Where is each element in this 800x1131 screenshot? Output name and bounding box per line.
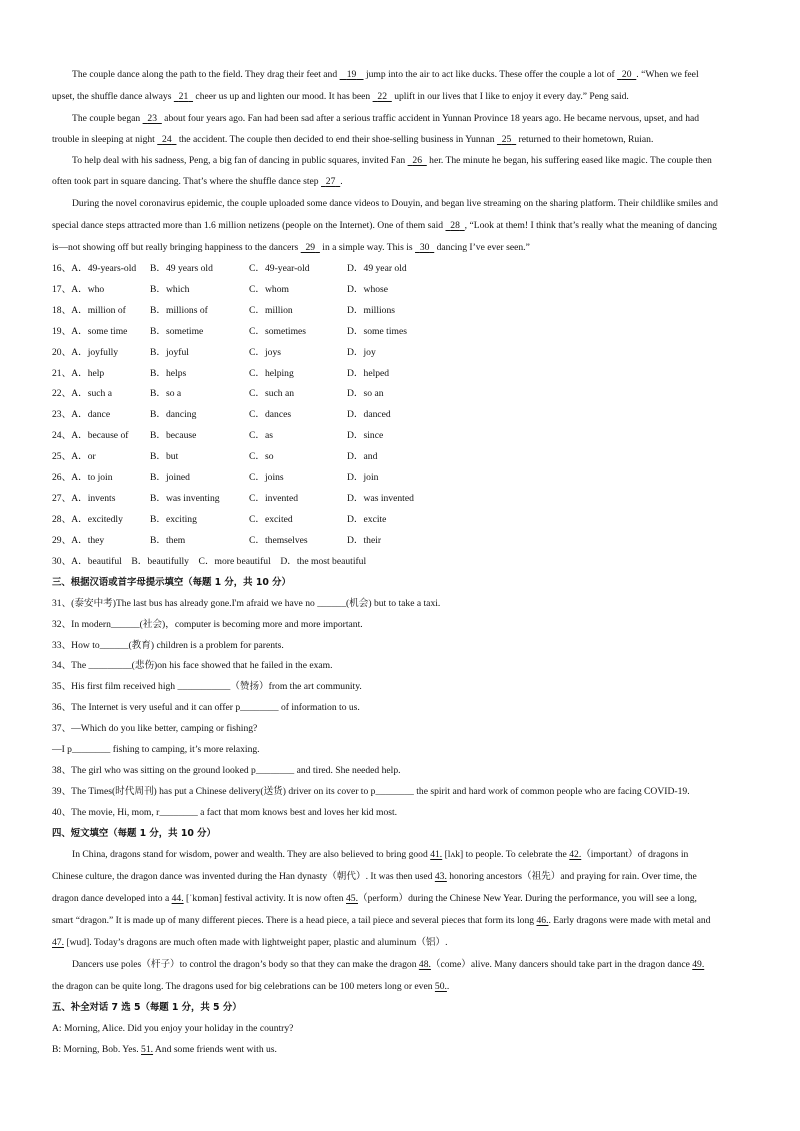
blank-44: 44. (171, 893, 184, 904)
question-number: 18、 (52, 304, 72, 316)
blank-29: 29 (305, 242, 316, 253)
option-c: C．so (249, 451, 274, 463)
question-35: 35、His first film received high ___________（赞扬）from the art community. (52, 681, 362, 692)
blank-19: 19 (346, 69, 357, 80)
option-c: C．themselves (249, 534, 308, 546)
blank-26: 26 (412, 155, 422, 166)
option-d: D．millions (347, 304, 395, 316)
option-a (52, 325, 127, 338)
blank-23: 23 (147, 113, 157, 124)
passage-line: special dance steps attracted more than 1.6 million netizens (people on the Internet). One of them said 28 , “Look at them! I think that’s really what the meaning of dancing (52, 220, 717, 231)
option-a-text: A．invents (71, 492, 116, 504)
blank-41: 41. (430, 849, 443, 860)
blank-47: 47. (52, 937, 64, 948)
option-c: C．49-year-old (249, 263, 310, 274)
option-c: C．dances (249, 409, 292, 421)
option-a-text: A．help (71, 367, 105, 379)
option-a-text: A．dance (71, 409, 111, 421)
option-b: B．them (150, 534, 186, 546)
blank-46: 46. (536, 915, 549, 926)
option-a-text: A．such a (71, 388, 112, 400)
question-number: 17、 (52, 283, 72, 295)
question-number: 23、 (52, 409, 72, 421)
option-d: D．some times (347, 325, 407, 337)
option-c: C．excited (249, 513, 293, 525)
question-number: 19、 (52, 325, 72, 337)
blank-45: 45. (346, 893, 358, 904)
option-a (52, 492, 115, 505)
question-number: 24、 (52, 430, 72, 442)
question-32: 32、In modern______(社会)，computer is becoming more and more important. (52, 619, 363, 630)
blank-30: 30 (419, 242, 430, 253)
passage-line: Chinese culture, the dragon dance was invented during the Han dynasty（朝代）. It was then used 43. honoring ancestors（祖先）and praying for rain. Over time, the (52, 871, 697, 882)
option-d: D．was invented (347, 492, 414, 504)
question-number: 27、 (52, 492, 72, 504)
option-a-text: A．joyfully (71, 346, 119, 358)
blank-42: 42. (569, 849, 582, 860)
option-c: C．as (249, 430, 273, 442)
passage-line: To help deal with his sadness, Peng, a big fan of dancing in public squares, invited Fan 26 her. The minute he began, his suffering eased like magic. The couple then (72, 155, 712, 166)
question-number: 25、 (52, 451, 72, 463)
option-a (52, 387, 112, 400)
option-a (52, 513, 123, 526)
passage-line: is—not showing off but really bringing happiness to the dancers 29 in a simple way. This is 30 dancing I’ve ever seen.” (52, 242, 530, 253)
option-a (52, 283, 104, 296)
option-b: B．but (150, 451, 179, 463)
option-a (52, 429, 128, 442)
dialogue-line: A: Morning, Alice. Did you enjoy your holiday in the country? (52, 1023, 294, 1034)
option-c: C．whom (249, 283, 289, 295)
blank-43: 43. (434, 871, 447, 882)
question-number: 28、 (52, 513, 72, 525)
question-40: 40、The movie, Hi, mom, r________ a fact that mom knows best and loves her kid most. (52, 807, 398, 818)
option-d: D．joy (347, 346, 376, 358)
passage-line: dragon dance developed into a 44. [ˈkɒmən] festival activity. It is now often 45.（perform）during the Chinese New Year. During the performance, you will see a long, (52, 893, 697, 904)
blank-51: 51. (141, 1044, 154, 1055)
question-30-options: 30、A．beautiful B．beautifully C．more beautiful D．the most beautiful (52, 556, 367, 567)
option-a (52, 367, 104, 380)
option-b: B．joyful (150, 346, 189, 358)
passage-line: smart “dragon.” It is made up of many different pieces. There is a head piece, a tail piece and several pieces that form its long 46.. Early dragons were made with metal and (52, 915, 711, 926)
blank-24: 24 (162, 134, 172, 145)
option-a (52, 346, 118, 359)
option-b: B．millions of (150, 304, 208, 316)
blank-48: 48. (418, 959, 431, 970)
option-c: C．helping (249, 367, 294, 379)
passage-line: The couple began 23 about four years ago. Fan had been sad after a serious traffic accident in Yunnan Province 18 years ago. He became nervous, upset, and had (72, 113, 700, 124)
option-d: D．helped (347, 367, 390, 379)
question-number: 26、 (52, 472, 72, 483)
question-number: 29、 (52, 534, 72, 546)
option-a (52, 408, 110, 421)
dialogue-line: B: Morning, Bob. Yes. 51. And some friends went with us. (52, 1044, 277, 1055)
passage-line: In China, dragons stand for wisdom, power and wealth. They are also believed to bring good 41. [lʌk] to people. To celebrate the 42.（important）of dragons in (72, 849, 689, 860)
passage-line: 47. [wud]. Today’s dragons are much often made with lightweight paper, plastic and aluminum（铝）. (52, 937, 448, 948)
question-38: 38、The girl who was sitting on the ground looked p________ and tired. She needed help. (52, 765, 401, 776)
option-b: B．sometime (150, 325, 204, 337)
option-c: C．million (249, 304, 293, 316)
option-a (52, 262, 136, 275)
question-31: 31、(泰安中考)The last bus has already gone.I'm afraid we have no ______(机会) but to take a taxi. (52, 598, 441, 609)
question-number: 21、 (52, 367, 72, 379)
passage-line: trouble in sleeping at night 24 the accident. The couple then decided to end their shoe-selling business in Yunnan 25 returned to their hometown, Ruian. (52, 134, 654, 145)
passage-line: Dancers use poles（杆子）to control the dragon’s body so that they can make the dragon 48.（come）alive. Many dancers should take part in the dragon dance 49. (72, 959, 705, 970)
option-d: D．whose (347, 283, 389, 295)
section-3-heading: 三、根据汉语或首字母提示填空（每题 1 分，共 10 分） (52, 577, 291, 588)
option-c: C．sometimes (249, 325, 307, 337)
option-a-text: A．because of (71, 430, 129, 442)
option-d: D．and (347, 451, 378, 463)
option-c: C．joins (249, 472, 284, 483)
option-b: B．49 years old (150, 263, 213, 274)
option-d: D．so an (347, 388, 384, 400)
blank-21: 21 (178, 91, 189, 102)
passage-line: often took part in square dancing. That’s where the shuffle dance step 27 . (52, 176, 343, 187)
question-number: 16、 (52, 263, 72, 274)
section-4-heading: 四、短文填空（每题 1 分，共 10 分） (52, 828, 216, 839)
option-c: C．invented (249, 492, 299, 504)
option-d: D．their (347, 534, 382, 546)
option-b: B．was inventing (150, 492, 220, 504)
question-33: 33、How to______(教育) children is a problem for parents. (52, 640, 284, 651)
option-a-text: A．they (71, 534, 105, 546)
option-b: B．which (150, 283, 190, 295)
blank-27: 27 (325, 176, 336, 187)
option-a (52, 450, 96, 463)
option-a (52, 304, 126, 317)
question-37-answer: —I p________ fishing to camping, it’s more relaxing. (52, 744, 260, 755)
option-a-text: A．or (71, 451, 96, 463)
option-a-text: A．who (71, 283, 105, 295)
option-a (52, 534, 104, 547)
blank-25: 25 (501, 134, 512, 145)
option-b: B．because (150, 430, 197, 442)
option-a-text: A．some time (71, 325, 128, 337)
option-b: B．dancing (150, 409, 197, 421)
option-d: D．49 year old (347, 263, 407, 274)
question-39: 39、The Times(时代周刊) has put a Chinese delivery(送货) driver on its cover to p________ the spirit and hard work of common people who are facing COVID-19. (52, 786, 690, 797)
option-b: B．joined (150, 472, 190, 483)
passage-line: the dragon can be quite long. The dragons used for big celebrations can be 100 meters long or even 50.. (52, 981, 450, 992)
option-a-text: A．excitedly (71, 513, 123, 525)
question-36: 36、The Internet is very useful and it can offer p________ of information to us. (52, 702, 360, 713)
option-d: D．danced (347, 409, 391, 421)
passage-line: upset, the shuffle dance always 21 cheer us up and lighten our mood. It has been 22 uplift in our lives that I like to enjoy it every day.” Peng said. (52, 91, 629, 102)
passage-line: The couple dance along the path to the field. They drag their feet and 19 jump into the air to act like ducks. These offer the couple a lot of 20 . “When we feel (72, 69, 699, 80)
question-number: 20、 (52, 346, 72, 358)
option-a-text: A．49-years-old (71, 263, 137, 274)
option-d: D．excite (347, 513, 387, 525)
option-c: C．such an (249, 388, 295, 400)
blank-49: 49. (692, 959, 705, 970)
blank-28: 28 (450, 220, 460, 231)
option-b: B．helps (150, 367, 187, 379)
option-b: B．exciting (150, 513, 197, 525)
question-number: 22、 (52, 388, 72, 400)
option-d: D．join (347, 472, 379, 483)
option-a (52, 471, 113, 484)
option-c: C．joys (249, 346, 281, 358)
option-b: B．so a (150, 388, 182, 400)
question-37: 37、—Which do you like better, camping or fishing? (52, 723, 258, 734)
question-34: 34、The _________(悲伤)on his face showed that he failed in the exam. (52, 660, 333, 671)
blank-20: 20 (621, 69, 632, 80)
passage-line: During the novel coronavirus epidemic, the couple uploaded some dance videos to Douyin, and began live streaming on the sharing platform. Their childlike smiles and (72, 198, 718, 209)
blank-50: 50. (434, 981, 447, 992)
section-5-heading: 五、补全对话 7 选 5（每题 1 分，共 5 分） (52, 1002, 242, 1013)
option-d: D．since (347, 430, 384, 442)
option-a-text: A．to join (71, 472, 113, 483)
blank-22: 22 (377, 91, 387, 102)
option-a-text: A．million of (71, 304, 126, 316)
